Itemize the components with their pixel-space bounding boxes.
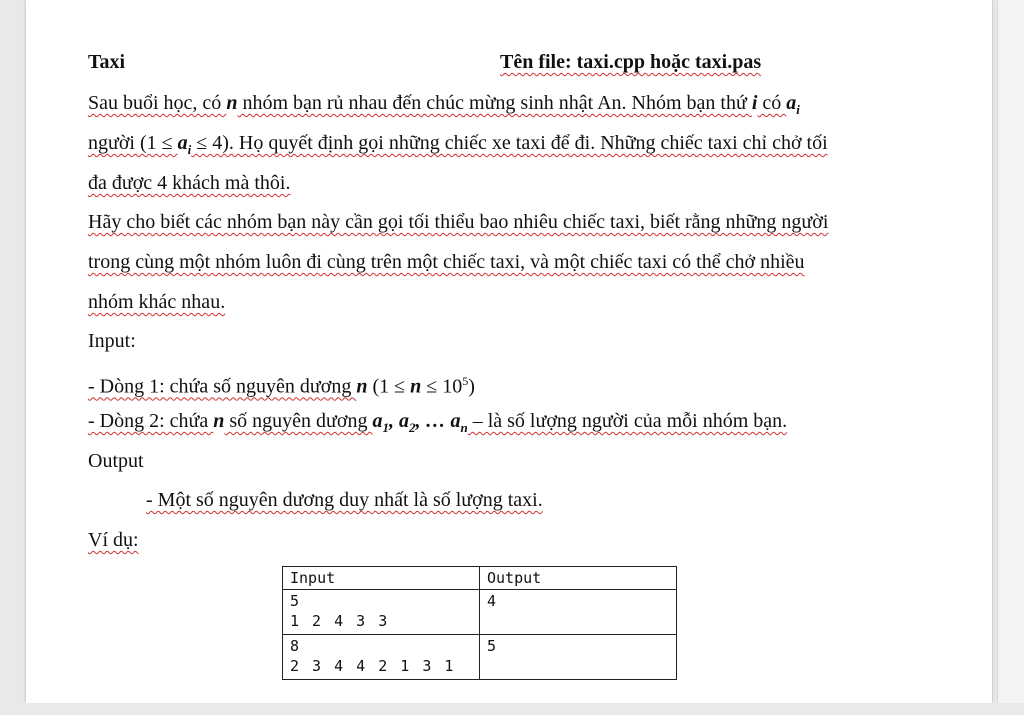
page-gap (0, 703, 1024, 715)
table-row (283, 590, 677, 635)
example-input-cell: 8 2 3 4 4 2 1 3 1 (283, 635, 480, 680)
statement-line-2: người $(1 \le a_i \le 4)$. Họ quyết định gọi những chiếc xe taxi để đi. Những chiếc taxi chỉ chở tối (88, 132, 828, 157)
column-header-input: Input (283, 567, 480, 590)
example-input-cell: 5 1 2 4 3 3 (283, 590, 480, 635)
example-output-cell: 4 (480, 590, 677, 635)
question-line-2: trong cùng một nhóm luôn đi cùng trên một chiếc taxi, và một chiếc taxi có thể chở nhiều (88, 251, 805, 273)
table-header-row (283, 567, 677, 590)
question-line-3: nhóm khác nhau. (88, 291, 226, 313)
question-line-1: Hãy cho biết các nhóm bạn này cần gọi tối thiểu bao nhiêu chiếc taxi, biết rằng những người (88, 211, 829, 233)
output-line-1: - Một số nguyên dương duy nhất là số lượng taxi. (146, 489, 543, 511)
input-line-1: - Dòng 1: chứa số nguyên dương n $(1 \le n \le 10^5)$ (88, 374, 475, 398)
column-header-output: Output (480, 567, 677, 590)
example-heading: Ví dụ: (88, 529, 139, 551)
table-row (283, 635, 677, 680)
input-heading: Input: (88, 330, 136, 352)
input-line-2: - Dòng 2: chứa n số nguyên dương $a_1$, $a_2$, … $a_n$ – là số lượng người của mỗi nhóm bạn. (88, 410, 788, 435)
file-name-label: Tên file: taxi.cpp hoặc taxi.pas (500, 51, 762, 73)
problem-title: Taxi (88, 51, 126, 73)
output-heading: Output (88, 450, 144, 472)
statement-line-1: Sau buổi học, có n nhóm bạn rủ nhau đến chúc mừng sinh nhật An. Nhóm bạn thứ i có $a_i$ (88, 92, 800, 117)
example-table (282, 566, 677, 680)
vertical-scrollbar[interactable] (997, 0, 1024, 715)
statement-line-3: đa được 4 khách mà thôi. (88, 172, 291, 194)
example-output-cell: 5 (480, 635, 677, 680)
